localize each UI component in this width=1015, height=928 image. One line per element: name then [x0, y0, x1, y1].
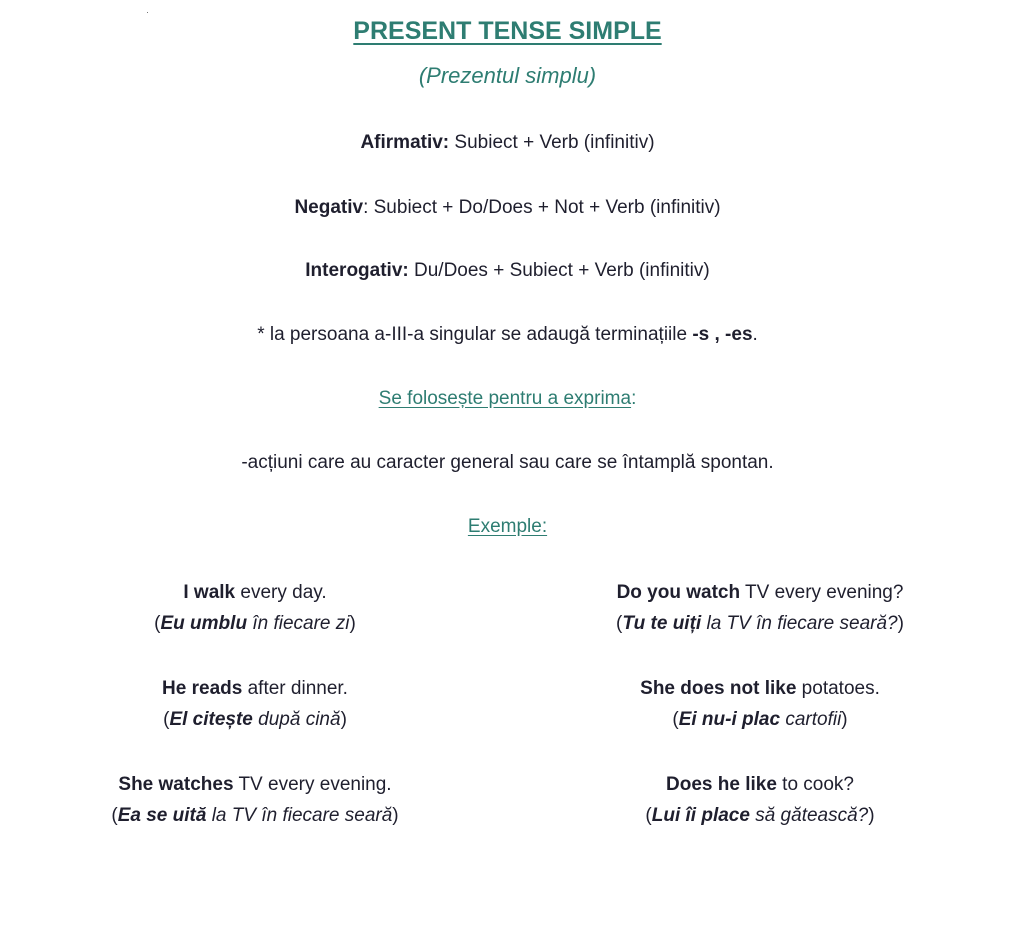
example-translation	[15, 608, 495, 639]
example-translation	[15, 800, 495, 831]
example-translation	[520, 704, 1000, 735]
paren-close: )	[349, 613, 356, 634]
example-bold: She does not like	[640, 678, 797, 699]
examples-heading-line	[0, 515, 1015, 539]
usage-text: -acțiuni care au caracter general sau care se întamplă spontan.	[241, 452, 774, 473]
translation-rest: în fiecare zi	[247, 613, 350, 634]
translation-bold: Lui îi place	[651, 805, 750, 826]
examples-heading: Exemple:	[467, 516, 548, 537]
example-right-2	[520, 673, 1000, 735]
paren-open: (	[616, 613, 623, 634]
example-right-1	[520, 577, 1000, 639]
example-sentence	[520, 769, 1000, 800]
example-translation	[520, 608, 1000, 639]
translation-bold: Eu umblu	[160, 613, 248, 634]
example-left-1	[15, 577, 495, 639]
example-rest: TV every evening?	[740, 582, 904, 603]
example-translation	[520, 800, 1000, 831]
example-bold: Do you watch	[616, 582, 741, 603]
rule-interrogative	[0, 259, 1015, 283]
example-rest: TV every evening.	[233, 774, 392, 795]
example-left-3	[15, 769, 495, 831]
example-bold: She watches	[118, 774, 234, 795]
translation-rest: după cină	[252, 709, 341, 730]
rule-note-prefix: * la persoana a-III-a singular se adaugă terminațiile	[257, 324, 693, 345]
rule-interrogative-text: Du/Does + Subiect + Verb (infinitiv)	[408, 260, 710, 281]
example-sentence	[520, 577, 1000, 608]
example-translation	[15, 704, 495, 735]
translation-bold: Ea se uită	[117, 805, 207, 826]
paren-open: (	[111, 805, 118, 826]
example-sentence	[15, 769, 495, 800]
rule-negative	[0, 196, 1015, 220]
translation-bold: Ei nu-i plac	[678, 709, 781, 730]
translation-rest: cartofii	[780, 709, 842, 730]
paren-open: (	[645, 805, 652, 826]
rule-interrogative-label: Interogativ:	[305, 260, 409, 281]
example-rest: to cook?	[776, 774, 854, 795]
translation-rest: la TV în fiecare seară?	[701, 613, 898, 634]
stray-dot	[147, 12, 148, 13]
paren-open: (	[163, 709, 170, 730]
example-sentence	[15, 673, 495, 704]
example-sentence	[520, 673, 1000, 704]
usage-heading-colon: :	[631, 388, 637, 409]
example-sentence	[15, 577, 495, 608]
example-bold: I walk	[183, 582, 236, 603]
rule-note	[0, 323, 1015, 347]
rule-negative-label: Negativ	[294, 197, 364, 218]
example-rest: every day.	[235, 582, 327, 603]
paren-close: )	[841, 709, 848, 730]
paren-open: (	[672, 709, 679, 730]
paren-close: )	[868, 805, 875, 826]
example-left-2	[15, 673, 495, 735]
page-subtitle: (Prezentul simplu)	[418, 63, 597, 88]
rule-negative-text: : Subiect + Do/Does + Not + Verb (infinitiv)	[363, 197, 721, 218]
paren-close: )	[897, 613, 904, 634]
translation-bold: El citește	[169, 709, 253, 730]
rule-affirmative-label: Afirmativ:	[360, 132, 450, 153]
example-bold: Does he like	[666, 774, 777, 795]
translation-rest: la TV în fiecare seară	[206, 805, 393, 826]
example-right-3	[520, 769, 1000, 831]
usage-heading: Se folosește pentru a exprima	[378, 388, 632, 409]
rule-affirmative-text: Subiect + Verb (infinitiv)	[449, 132, 655, 153]
page-title: PRESENT TENSE SIMPLE	[353, 17, 662, 45]
paren-open: (	[154, 613, 161, 634]
rule-note-suffix: .	[752, 324, 758, 345]
example-rest: after dinner.	[242, 678, 348, 699]
rule-note-endings: -s , -es	[692, 324, 753, 345]
paren-close: )	[340, 709, 347, 730]
paren-close: )	[392, 805, 399, 826]
translation-rest: să gătească?	[749, 805, 869, 826]
rule-affirmative	[0, 131, 1015, 155]
usage-heading-line	[0, 387, 1015, 411]
example-bold: He reads	[162, 678, 243, 699]
translation-bold: Tu te uiți	[622, 613, 702, 634]
example-rest: potatoes.	[796, 678, 880, 699]
